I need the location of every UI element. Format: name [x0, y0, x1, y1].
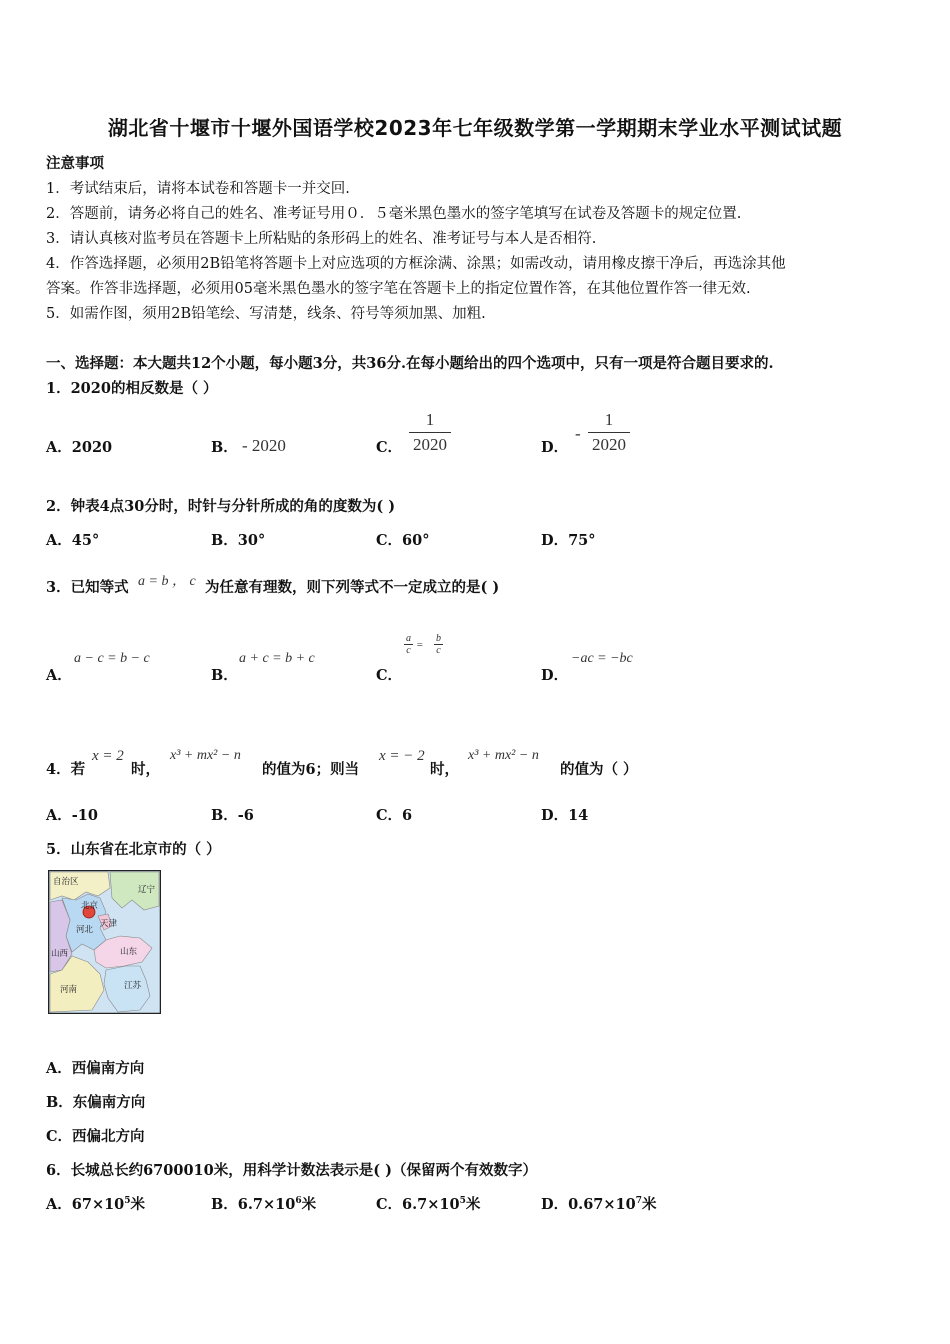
- q3-option-b: B．: [211, 667, 238, 684]
- q6-option-d: D．$0.67\times 10^7$米: [541, 1196, 657, 1213]
- q1-option-c: C．: [376, 439, 403, 456]
- q1-option-c-fraction: 1 2020: [409, 410, 451, 455]
- q1-option-a: A．2020: [46, 439, 113, 456]
- q2-option-c: C．60°: [376, 532, 430, 549]
- q4-option-a: A．-10: [46, 807, 98, 824]
- map-label: 河南: [60, 985, 78, 995]
- q3-option-a-math: a − c = b − c: [74, 651, 150, 666]
- q4-option-d: D．14: [541, 807, 589, 824]
- q3-option-c: C．: [376, 667, 403, 684]
- q4-text-5: 的值为（ ）: [560, 761, 638, 778]
- notice-item: 1．考试结束后，请将本试卷和答题卡一并交回.: [46, 181, 350, 197]
- q3-option-d-math: −ac = −bc: [571, 651, 633, 666]
- q6-option-b: B．$6.7\times 10^6$米: [211, 1196, 317, 1213]
- q3-option-b-math: a + c = b + c: [239, 651, 315, 666]
- q5-option-c: C．西偏北方向: [46, 1128, 145, 1145]
- q4-math-2: x³ + mx² − n: [170, 748, 241, 763]
- question-4-stem: 4．若: [46, 761, 86, 778]
- q4-option-c: C．6: [376, 807, 413, 824]
- q3-option-a: A．: [46, 667, 72, 684]
- map-label: 江苏: [124, 981, 142, 991]
- q3-option-c-frac-left: a c: [406, 633, 411, 656]
- q4-text-4: 时，: [430, 761, 459, 778]
- notice-item: 5．如需作图，须用2B铅笔绘、写清楚，线条、符号等须加黑、加粗.: [46, 306, 486, 322]
- question-6-stem: 6．长城总长约6700010米，用科学计数法表示是( )（保留两个有效数字）: [46, 1162, 537, 1179]
- q6-option-a: A．$67\times 10^5$米: [46, 1196, 146, 1213]
- map-image: [48, 870, 161, 1014]
- section-heading: 一、选择题：本大题共12个小题，每小题3分，共36分.在每小题给出的四个选项中，只有一项是符合题目要求的.: [46, 355, 774, 372]
- map-label: 自治区: [53, 877, 79, 887]
- q4-math-4: x³ + mx² − n: [468, 748, 539, 763]
- question-1-stem: 1．2020的相反数是（ ）: [46, 380, 218, 397]
- map-label: 山西: [51, 949, 69, 959]
- q5-option-b: B．东偏南方向: [46, 1094, 146, 1111]
- q2-option-b: B．30°: [211, 532, 266, 549]
- q5-option-a: A．西偏南方向: [46, 1060, 145, 1077]
- notice-item: 4．作答选择题，必须用2B铅笔将答题卡上对应选项的方框涂满、涂黑；如需改动，请用橡皮擦干净后，再选涂其他: [46, 256, 786, 272]
- map-label: 北京: [81, 901, 99, 911]
- notice-heading: 注意事项: [46, 155, 104, 172]
- question-3-stem: 3．已知等式: [46, 579, 129, 596]
- notice-item: 2．答题前，请务必将自己的姓名、准考证号用０．５毫米黑色墨水的签字笔填写在试卷及答题卡的规定位置.: [46, 206, 742, 222]
- q6-option-c: C．$6.7\times 10^5$米: [376, 1196, 481, 1213]
- map-label: 天津: [100, 919, 118, 929]
- page-title: 湖北省十堰市十堰外国语学校2023年七年级数学第一学期期末学业水平测试试题: [107, 116, 843, 140]
- map-label: 山东: [120, 947, 138, 957]
- notice-item: 3．请认真核对监考员在答题卡上所粘贴的条形码上的姓名、准考证号与本人是否相符.: [46, 231, 597, 247]
- q3-option-c-eq: =: [416, 639, 424, 651]
- q4-text-3: 的值为6；则当: [262, 761, 360, 778]
- q2-option-a: A．45°: [46, 532, 100, 549]
- q3-option-c-frac-right: b c: [436, 633, 441, 656]
- question-3-stem-rest: 为任意有理数，则下列等式不一定成立的是( ): [205, 579, 500, 596]
- q3-option-d: D．: [541, 667, 569, 684]
- map-label: 辽宁: [138, 885, 156, 895]
- q1-option-d-sign: -: [575, 424, 581, 443]
- q1-option-b-value: - 2020: [242, 436, 286, 455]
- q4-text-2: 时，: [131, 761, 160, 778]
- q4-math-3: x = − 2: [379, 748, 425, 764]
- q1-option-b: B．: [211, 439, 238, 456]
- q4-option-b: B．-6: [211, 807, 254, 824]
- question-5-stem: 5．山东省在北京市的（ ）: [46, 841, 221, 858]
- question-2-stem: 2．钟表4点30分时，时针与分针所成的角的度数为( ): [46, 498, 396, 515]
- q1-option-d-fraction: 1 2020: [588, 410, 630, 455]
- q4-math-1: x = 2: [92, 748, 124, 764]
- q2-option-d: D．75°: [541, 532, 596, 549]
- map-label: 河北: [76, 925, 94, 935]
- notice-item: 答案。作答非选择题，必须用05毫米黑色墨水的签字笔在答题卡上的指定位置作答，在其他位置作答一律无效.: [46, 281, 751, 297]
- q3-stem-math: a = b ， c: [138, 574, 196, 589]
- q1-option-d: D．: [541, 439, 569, 456]
